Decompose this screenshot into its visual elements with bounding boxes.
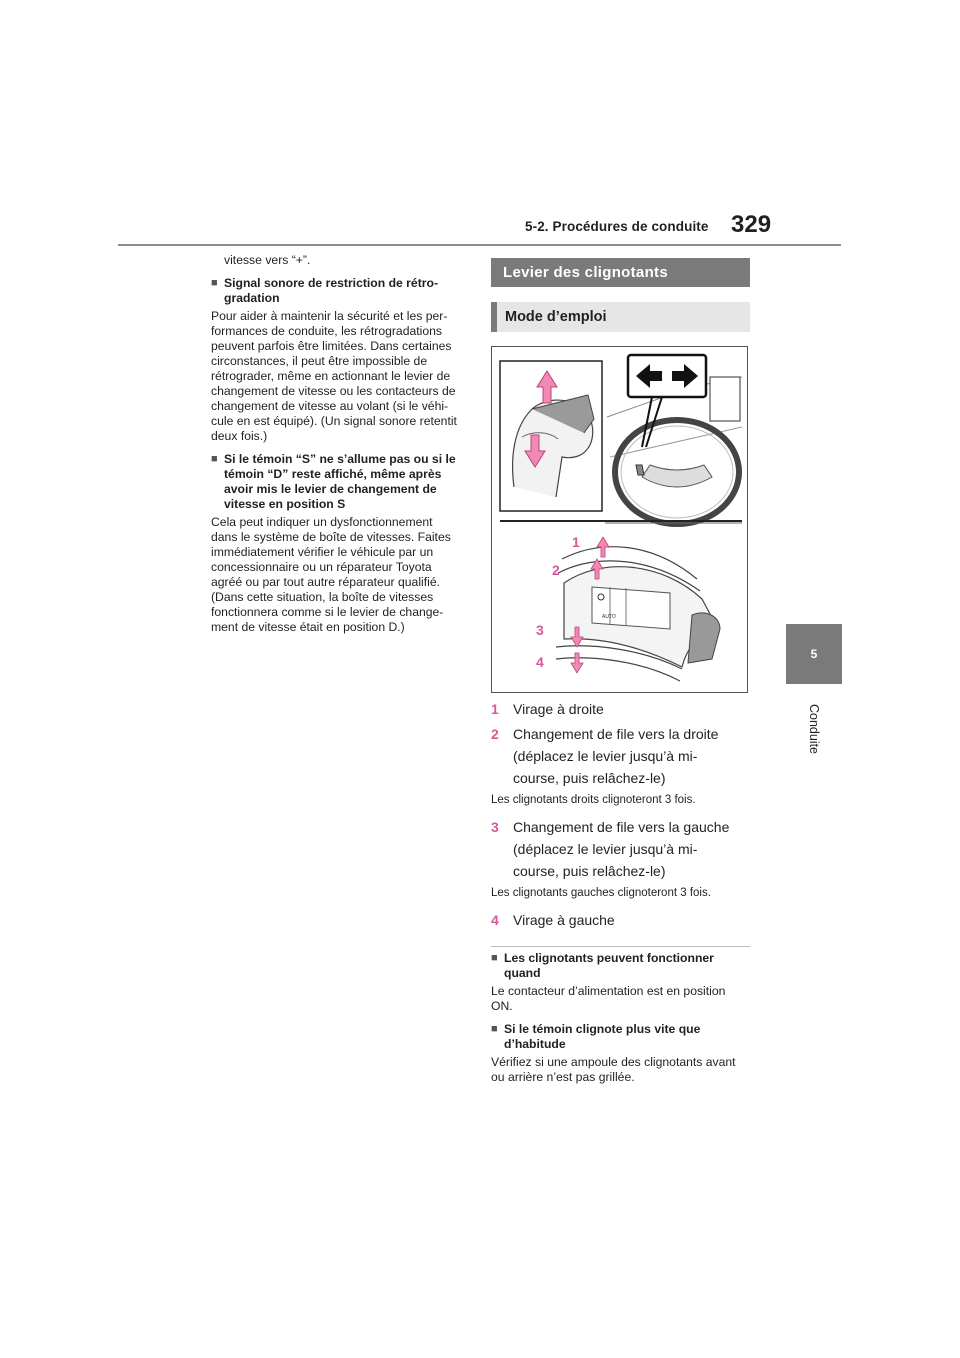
- lever-positions-drawing: [556, 547, 720, 681]
- step-note: Les clignotants droits clignoteront 3 fois.: [491, 794, 696, 806]
- auto-label: AUTO: [602, 614, 616, 620]
- square-bullet-icon: ■: [211, 277, 218, 289]
- step-text: Virage à droite: [513, 701, 604, 717]
- callout-1: 1: [572, 534, 580, 550]
- step-text: Virage à gauche: [513, 912, 615, 928]
- dashboard-drawing: [605, 377, 742, 524]
- square-bullet-icon: ■: [211, 453, 218, 465]
- block-body: Le contacteur d’alimentation est en position ON.: [491, 984, 726, 1013]
- turn-signal-lever-illustration: [491, 346, 748, 693]
- header-divider: [118, 244, 841, 246]
- step-item: [491, 909, 753, 931]
- step-item: [491, 816, 753, 882]
- step-number: 2: [491, 726, 499, 742]
- section-banner: Levier des clignotants: [491, 258, 750, 287]
- block-heading: [211, 276, 467, 306]
- steps-list: [491, 698, 753, 931]
- block-heading: ■ Si le témoin clignote plus vite que d’habitude: [491, 1022, 701, 1051]
- step-item: [491, 723, 753, 789]
- step-note: Les clignotants gauches clignoteront 3 fois.: [491, 887, 711, 899]
- block-body: Vérifiez si une ampoule des clignotants avant ou arrière n’est pas grillée.: [491, 1055, 736, 1084]
- notes-section: [491, 946, 750, 1093]
- heading-line: gradation: [224, 291, 280, 305]
- square-bullet-icon: ■: [491, 1023, 498, 1035]
- callout-4: 4: [536, 654, 544, 670]
- page-number: 329: [731, 211, 772, 238]
- left-column: [211, 253, 467, 643]
- illustration-svg: [492, 347, 747, 692]
- block-body: Pour aider à maintenir la sécurité et les per- formances de conduite, les rétrogradations peuvent parfois être limitées. Dans certaines circonstances, il peut être impossible de rétrograder, même en actionnant le levier de changement de vitesse ou les contacteurs de changement de vitesse au volant (si le véhi- cule en est équipé). (Un signal sonore retentit deux fois.): [211, 309, 457, 443]
- heading-line: Signal sonore de restriction de rétro-: [224, 276, 439, 290]
- chapter-tab[interactable]: [786, 624, 842, 684]
- section-title: 5-2. Procédures de conduite: [525, 219, 709, 234]
- block-heading: ■ Si le témoin “S” ne s’allume pas ou si le témoin “D” reste affiché, même après avoir mis le levier de changement de vitesse en position S: [211, 452, 456, 511]
- callout-2: 2: [552, 562, 560, 578]
- step-number: 3: [491, 819, 499, 835]
- chapter-number: 5: [810, 647, 818, 661]
- intro-line: vitesse vers “+”.: [224, 253, 311, 267]
- subsection-banner: Mode d’emploi: [491, 302, 750, 332]
- step-text: Changement de file vers la droite (déplacez le levier jusqu’à mi- course, puis relâchez-le): [513, 726, 719, 786]
- step-number: 4: [491, 912, 499, 928]
- block-heading: ■ Les clignotants peuvent fonctionner quand: [491, 951, 714, 980]
- block-body: Cela peut indiquer un dysfonctionnement dans le système de boîte de vitesses. Faites immédiatement vérifier le véhicule par un concessionnaire ou un réparateur Toyota agréé ou par tout autre réparateur qualifié. (Dans cette situation, la boîte de vitesses fonctionnera comme si le levier de change- ment de vitesse était en position D.): [211, 515, 451, 634]
- step-text: Changement de file vers la gauche (déplacez le levier jusqu’à mi- course, puis relâchez-le): [513, 819, 730, 879]
- square-bullet-icon: ■: [491, 952, 498, 964]
- step-number: 1: [491, 701, 499, 717]
- step-item: [491, 698, 753, 720]
- callout-3: 3: [536, 622, 544, 638]
- chapter-label: Conduite: [807, 703, 821, 755]
